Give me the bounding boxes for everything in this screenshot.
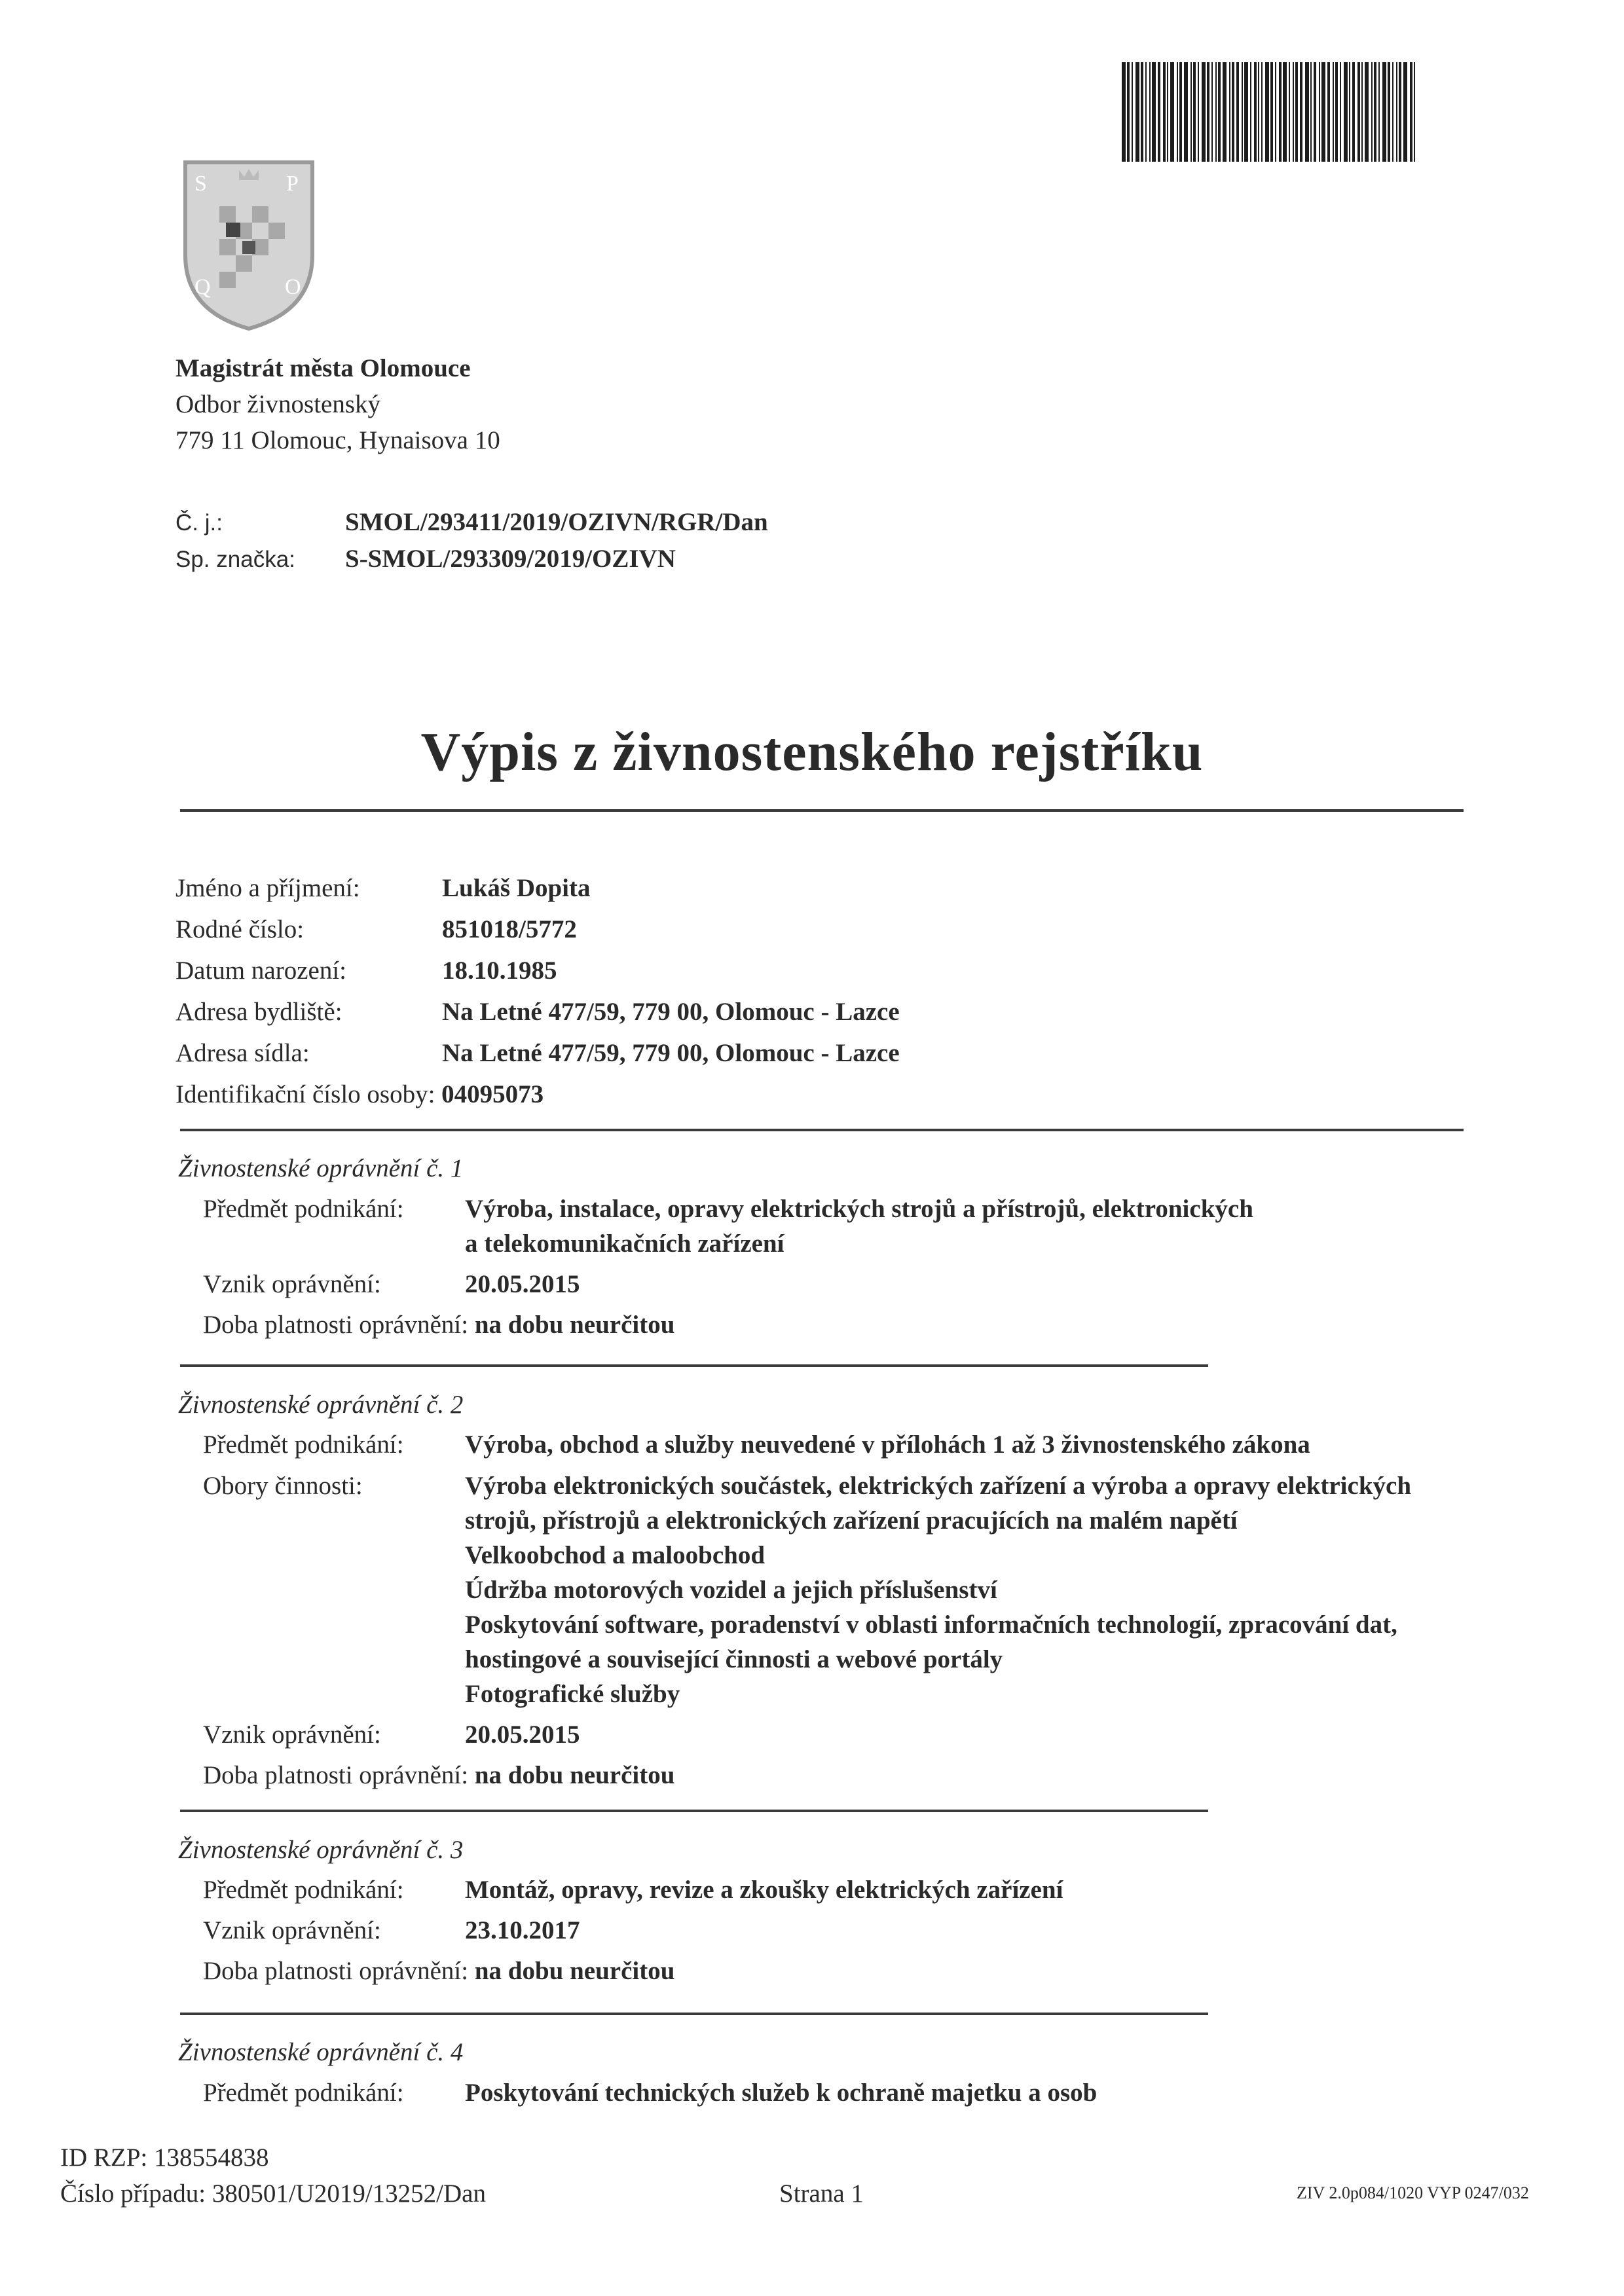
barcode-bar: [1211, 62, 1213, 162]
subject-label: Předmět podnikání:: [203, 1876, 404, 1904]
residence-value: Na Letné 477/59, 779 00, Olomouc - Lazce: [442, 998, 900, 1026]
barcode-bar: [1236, 62, 1239, 162]
subject-line: Poskytování technických služeb k ochraně majetku a osob: [465, 2079, 1098, 2107]
barcode-bar: [1321, 62, 1325, 162]
barcode-bar: [1333, 62, 1334, 162]
barcode-bar: [1382, 62, 1386, 162]
subject-line: Montáž, opravy, revize a zkoušky elektrických zařízení: [465, 1876, 1063, 1904]
barcode-bar: [1250, 62, 1251, 162]
barcode-bar: [1207, 62, 1209, 162]
coat-of-arms-icon: [180, 157, 318, 334]
organization-address: 779 11 Olomouc, Hynaisova 10: [175, 426, 500, 454]
barcode-bar: [1279, 62, 1282, 162]
origin-label: Vznik oprávnění:: [203, 1721, 381, 1749]
field-line: Poskytování software, poradenství v oblasti informačních technologií, zpracování dat,: [465, 1611, 1397, 1639]
barcode-bar: [1135, 62, 1139, 162]
barcode-bar: [1300, 62, 1302, 162]
organization-block: [175, 350, 500, 458]
barcode-bar: [1193, 62, 1196, 162]
validity-value: na dobu neurčitou: [474, 1761, 675, 1789]
barcode-bar: [1392, 62, 1393, 162]
seat-value: Na Letné 477/59, 779 00, Olomouc - Lazce: [442, 1039, 900, 1067]
field-line: Údržba motorových vozidel a jejich příslušenství: [465, 1576, 997, 1604]
barcode-bar: [1310, 62, 1312, 162]
validity-label: Doba platnosti oprávnění:: [203, 1311, 469, 1339]
barcode-bar: [1344, 62, 1348, 162]
fields-label: Obory činnosti:: [203, 1472, 363, 1500]
name-value: Lukáš Dopita: [442, 874, 591, 902]
barcode-bar: [1127, 62, 1130, 162]
barcode-bar: [1388, 62, 1390, 162]
validity-value: na dobu neurčitou: [474, 1957, 675, 1985]
license-1: [203, 1192, 1253, 1342]
cj-label: Č. j.:: [175, 510, 223, 536]
barcode-bar: [1410, 62, 1412, 162]
barcode-bar: [1319, 62, 1320, 162]
subject-line: a telekomunikačních zařízení: [465, 1230, 784, 1258]
subject-line: Výroba, instalace, opravy elektrických strojů a přístrojů, elektronických: [465, 1195, 1253, 1223]
barcode-bar: [1242, 62, 1243, 162]
field-line: Výroba elektronických součástek, elektrických zařízení a výroba a opravy elektrických: [465, 1472, 1412, 1500]
barcode-bar: [1190, 62, 1192, 162]
barcode-bar: [1152, 62, 1156, 162]
barcode-bar: [1396, 62, 1397, 162]
title-divider: [180, 809, 1464, 812]
birth-date-value: 18.10.1985: [442, 957, 557, 985]
barcode-bar: [1218, 62, 1221, 162]
barcode-bar: [1399, 62, 1401, 162]
field-line: Velkoobchod a maloobchod: [465, 1541, 766, 1569]
license-3-title: Živnostenské oprávnění č. 3: [178, 1836, 464, 1864]
reference-block: [175, 504, 768, 577]
barcode-bar: [1295, 62, 1298, 162]
barcode-bar: [1340, 62, 1341, 162]
barcode-bar: [1305, 62, 1309, 162]
barcode-bar: [1132, 62, 1133, 162]
barcode-bar: [1215, 62, 1217, 162]
barcode-bar: [1349, 62, 1350, 162]
birth-date-label: Datum narození:: [175, 957, 346, 985]
field-line: strojů, přístrojů a elektronických zařízení pracujících na malém napětí: [465, 1506, 1238, 1535]
license-2-title: Živnostenské oprávnění č. 2: [178, 1391, 464, 1419]
license-4-title: Živnostenské oprávnění č. 4: [178, 2038, 464, 2066]
person-info: [175, 867, 900, 1115]
barcode-bar: [1149, 62, 1151, 162]
barcode-bar: [1158, 62, 1160, 162]
license-2-divider: [180, 1810, 1208, 1812]
barcode-bar: [1275, 62, 1276, 162]
validity-label: Doba platnosti oprávnění:: [203, 1957, 469, 1985]
fields-list: [465, 1468, 1411, 1711]
sp-label: Sp. značka:: [175, 547, 295, 572]
license-1-title: Živnostenské oprávnění č. 1: [178, 1154, 464, 1182]
license-3-divider: [180, 2013, 1208, 2015]
ico-value: 04095073: [441, 1080, 544, 1108]
cj-value: SMOL/293411/2019/OZIVN/RGR/Dan: [345, 508, 768, 536]
organization-name: Magistrát města Olomouce: [175, 354, 471, 382]
barcode-bar: [1254, 62, 1257, 162]
coa-letter-p: P: [286, 172, 299, 196]
barcode-bar: [1198, 62, 1199, 162]
form-code: ZIV 2.0p084/1020 VYP 0247/032: [1297, 2183, 1529, 2202]
name-label: Jméno a příjmení:: [175, 874, 360, 902]
barcode-bar: [1261, 62, 1263, 162]
residence-label: Adresa bydliště:: [175, 998, 342, 1026]
subject-line: Výroba, obchod a služby neuvedené v přílohách 1 až 3 živnostenského zákona: [465, 1430, 1310, 1459]
birth-number-label: Rodné číslo:: [175, 915, 304, 943]
barcode-bar: [1335, 62, 1338, 162]
field-line: Fotografické služby: [465, 1680, 680, 1708]
barcode-bar: [1314, 62, 1316, 162]
barcode-bar: [1352, 62, 1355, 162]
barcode-bar: [1378, 62, 1380, 162]
barcode-bar: [1289, 62, 1290, 162]
barcode-bar: [1244, 62, 1248, 162]
barcode-bar: [1177, 62, 1178, 162]
license-1-divider: [180, 1364, 1208, 1367]
ico-label: Identifikační číslo osoby:: [175, 1080, 435, 1108]
validity-value: na dobu neurčitou: [474, 1311, 675, 1339]
barcode-bar: [1223, 62, 1227, 162]
barcode-bar: [1403, 62, 1407, 162]
barcode-bar: [1357, 62, 1360, 162]
seat-label: Adresa sídla:: [175, 1039, 310, 1067]
barcode-bar: [1232, 62, 1234, 162]
document-title: Výpis z živnostenského rejstříku: [420, 721, 1204, 782]
barcode-bar: [1179, 62, 1182, 162]
subject-label: Předmět podnikání:: [203, 2079, 404, 2107]
barcode-bar: [1184, 62, 1188, 162]
barcode-bar: [1265, 62, 1269, 162]
license-2: [203, 1427, 1411, 1793]
barcode-bar: [1202, 62, 1206, 162]
origin-value: 23.10.2017: [465, 1916, 580, 1944]
subject-label: Předmět podnikání:: [203, 1430, 404, 1459]
field-line: hostingové a související činnosti a webové portály: [465, 1645, 1003, 1673]
barcode-bar: [1361, 62, 1363, 162]
license-4: [203, 2075, 1097, 2110]
barcode-bar: [1229, 62, 1230, 162]
barcode-bar: [1145, 62, 1147, 162]
barcode: [1122, 62, 1469, 162]
barcode-bar: [1283, 62, 1287, 162]
department-name: Odbor živnostenský: [175, 390, 381, 418]
coa-letter-q: Q: [194, 275, 211, 299]
footer-left: [60, 2140, 486, 2212]
barcode-bar: [1371, 62, 1373, 162]
barcode-bar: [1170, 62, 1174, 162]
barcode-bar: [1258, 62, 1259, 162]
barcode-bar: [1141, 62, 1143, 162]
barcode-bar: [1414, 62, 1415, 162]
origin-value: 20.05.2015: [465, 1270, 580, 1298]
id-rzp: ID RZP: 138554838: [60, 2143, 269, 2172]
barcode-bar: [1270, 62, 1273, 162]
case-number: Číslo případu: 380501/U2019/13252/Dan: [60, 2179, 486, 2208]
origin-label: Vznik oprávnění:: [203, 1270, 381, 1298]
sp-value: S-SMOL/293309/2019/OZIVN: [345, 545, 676, 573]
coa-letter-s: S: [194, 172, 207, 196]
person-divider: [180, 1129, 1464, 1131]
barcode-bar: [1167, 62, 1168, 162]
barcode-bar: [1163, 62, 1166, 162]
barcode-bar: [1327, 62, 1330, 162]
origin-label: Vznik oprávnění:: [203, 1916, 381, 1944]
barcode-bar: [1365, 62, 1369, 162]
origin-value: 20.05.2015: [465, 1721, 580, 1749]
validity-label: Doba platnosti oprávnění:: [203, 1761, 469, 1789]
barcode-bar: [1374, 62, 1376, 162]
license-3: [203, 1872, 1063, 1988]
subject-label: Předmět podnikání:: [203, 1195, 404, 1223]
barcode-bar: [1293, 62, 1294, 162]
barcode-bar: [1122, 62, 1126, 162]
coa-letter-o: O: [285, 275, 301, 299]
page-number: Strana 1: [779, 2179, 864, 2208]
birth-number-value: 851018/5772: [442, 915, 577, 943]
